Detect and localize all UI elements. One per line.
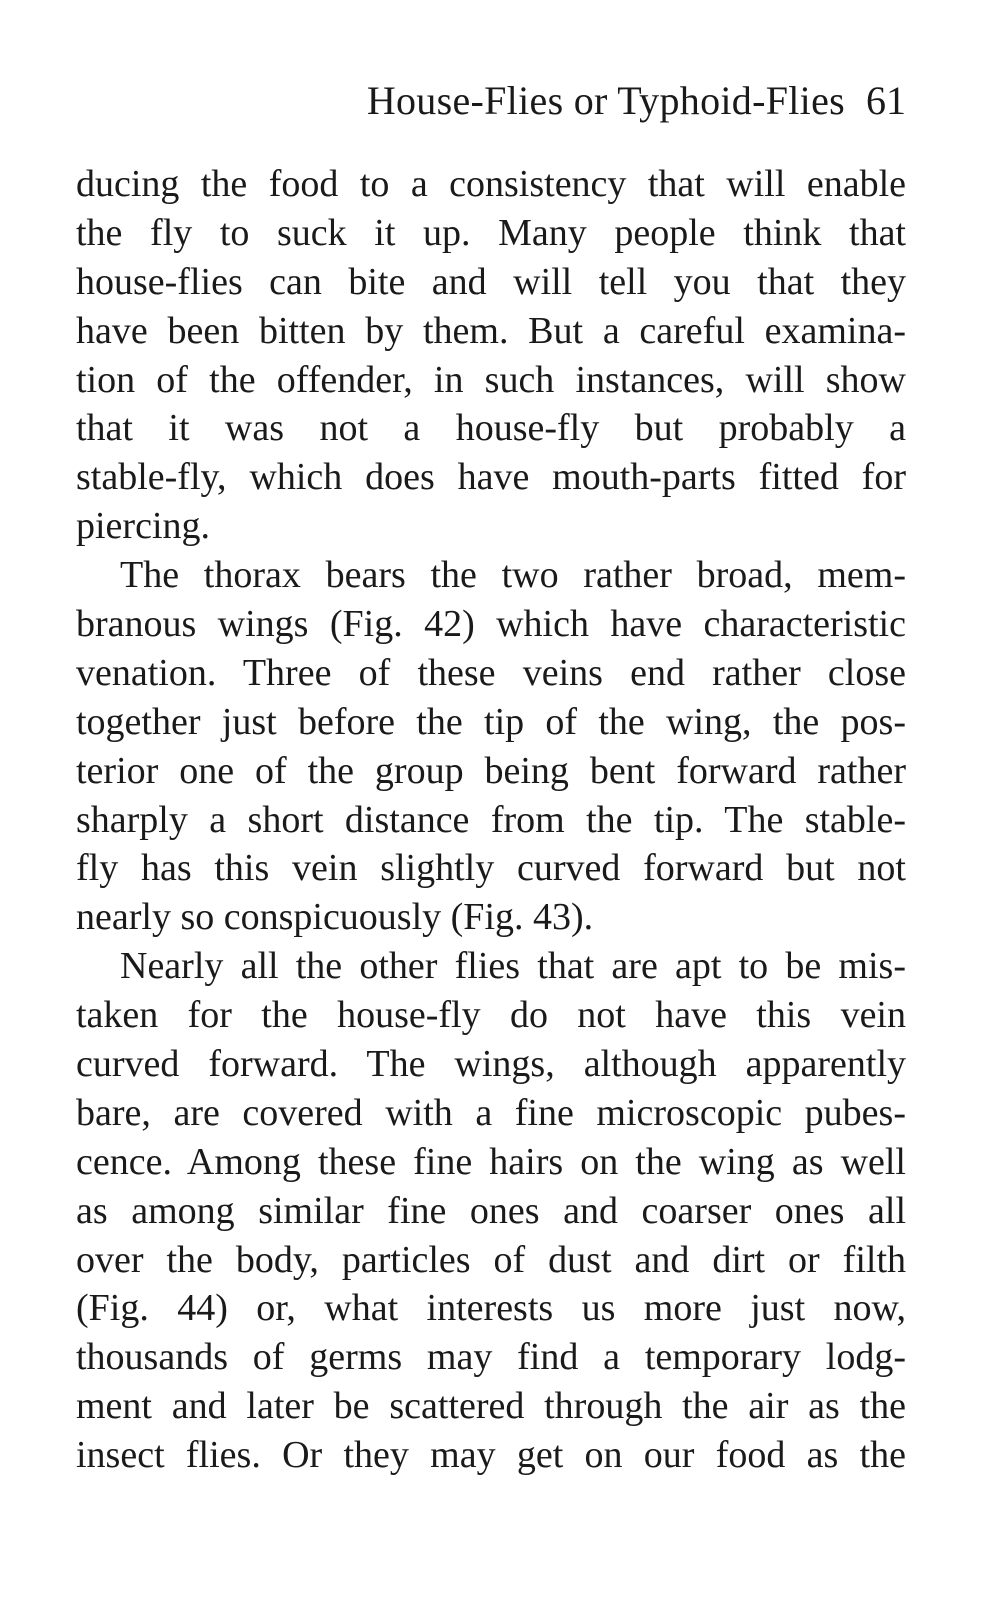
text-line: venation. Three of these veins end rather close: [76, 651, 906, 694]
text-line: Nearly all the other flies that are apt to be mis-: [120, 945, 906, 988]
text-line: curved forward. The wings, although apparently: [76, 1043, 906, 1086]
text-line: insect flies. Or they may get on our food as the: [76, 1434, 906, 1477]
body-text: [76, 160, 906, 1480]
text-line: tion of the offender, in such instances, will show: [76, 358, 906, 401]
text-line: terior one of the group being bent forward rather: [76, 749, 906, 792]
text-line: stable-fly, which does have mouth-parts fitted for: [76, 456, 906, 499]
text-line: The thorax bears the two rather broad, mem-: [120, 554, 906, 597]
text-line: house-flies can bite and will tell you that they: [76, 260, 906, 303]
text-line: over the body, particles of dust and dirt or filth: [76, 1238, 906, 1281]
text-line: as among similar fine ones and coarser ones all: [76, 1189, 906, 1232]
text-line: branous wings (Fig. 42) which have characteristic: [76, 603, 906, 646]
running-title: House-Flies or Typhoid-Flies: [366, 78, 845, 123]
page-number: 61: [866, 78, 906, 123]
text-line: fly has this vein slightly curved forward but not: [76, 847, 906, 890]
text-line: that it was not a house-fly but probably a: [76, 407, 906, 450]
text-line: nearly so conspicuously (Fig. 43).: [76, 896, 594, 939]
paragraph: [76, 160, 906, 551]
text-line: ducing the food to a consistency that will enable: [76, 163, 906, 205]
text-line: bare, are covered with a fine microscopic pubes-: [76, 1091, 906, 1134]
paragraph: [76, 942, 906, 1480]
text-line: together just before the tip of the wing, the pos-: [76, 700, 906, 743]
text-line: piercing.: [76, 505, 211, 548]
text-line: cence. Among these fine hairs on the wing as well: [76, 1140, 906, 1183]
text-line: ment and later be scattered through the air as the: [76, 1385, 906, 1428]
text-line: the fly to suck it up. Many people think that: [76, 211, 906, 254]
text-line: taken for the house-fly do not have this vein: [76, 994, 906, 1037]
text-line: (Fig. 44) or, what interests us more just now,: [76, 1287, 906, 1330]
paragraph: [76, 551, 906, 942]
text-line: sharply a short distance from the tip. The stable-: [76, 798, 906, 841]
text-line: have been bitten by them. But a careful examina-: [76, 309, 906, 352]
running-head: [76, 76, 906, 126]
text-line: thousands of germs may find a temporary lodg-: [76, 1336, 906, 1379]
